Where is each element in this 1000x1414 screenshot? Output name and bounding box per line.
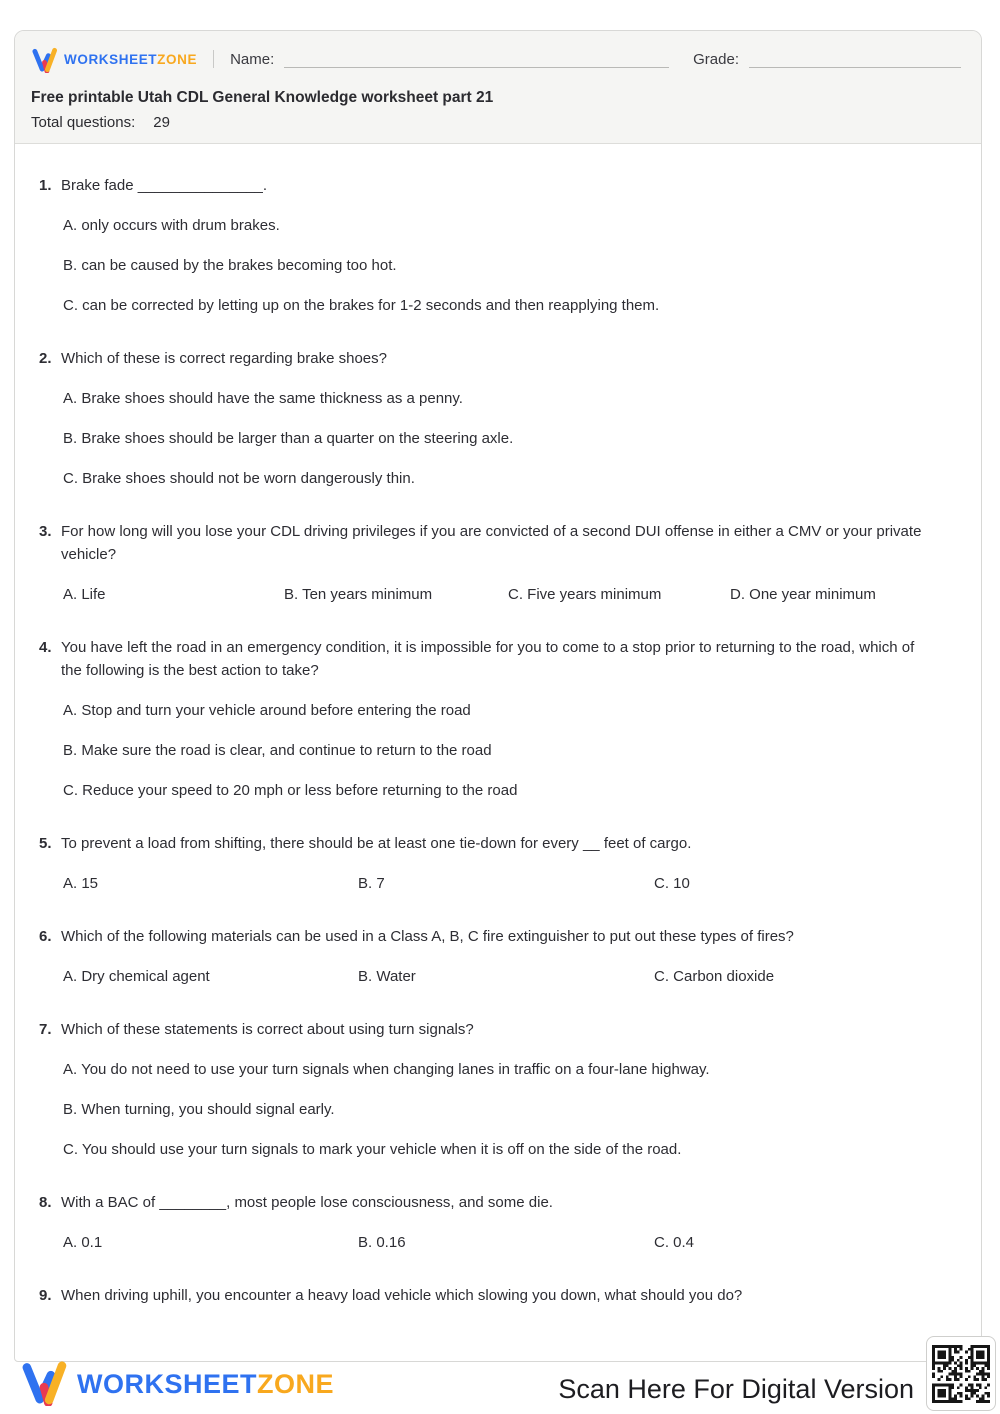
answer-option: A. only occurs with drum brakes. <box>63 217 280 234</box>
answer-option: A. 15 <box>63 875 99 892</box>
logo-worksheet-text: WORKSHEET <box>77 1369 257 1399</box>
answer-option: C. You should use your turn signals to mark your vehicle when it is off on the side of the road. <box>63 1141 682 1158</box>
scan-here-text: Scan Here For Digital Version <box>558 1374 914 1404</box>
question-text: Which of these is correct regarding brake shoes? <box>61 350 387 367</box>
answer-option: B. 0.16 <box>358 1234 406 1251</box>
answer-option: B. When turning, you should signal early. <box>63 1101 335 1118</box>
total-questions-value: 29 <box>153 114 170 131</box>
question-7 <box>39 1018 955 1161</box>
qr-code <box>932 1345 990 1403</box>
answer-option: C. can be corrected by letting up on the brakes for 1-2 seconds and then reapplying them. <box>63 297 660 314</box>
questions-list <box>15 144 981 1307</box>
logo-zone-text: ZONE <box>257 1369 335 1399</box>
footer-logo-wordmark <box>77 1369 334 1400</box>
worksheet-header <box>15 31 981 144</box>
logo-worksheet-text: WORKSHEET <box>64 51 158 67</box>
answer-option: B. Ten years minimum <box>284 586 433 603</box>
question-number: 1. <box>39 177 52 194</box>
name-input-line[interactable] <box>284 50 669 68</box>
worksheetzone-w-icon <box>20 1358 68 1411</box>
question-text: You have left the road in an emergency condition, it is impossible for you to come to a stop prior to returning to the road, which of the following is the best action to take? <box>61 639 915 679</box>
question-text: With a BAC of ________, most people lose consciousness, and some die. <box>61 1194 553 1211</box>
question-9 <box>39 1284 955 1307</box>
answer-option: B. Make sure the road is clear, and continue to return to the road <box>63 742 492 759</box>
question-number: 4. <box>39 639 52 656</box>
answer-option: D. One year minimum <box>730 586 876 603</box>
answer-option: A. Brake shoes should have the same thickness as a penny. <box>63 390 463 407</box>
answer-option: C. Five years minimum <box>508 586 662 603</box>
question-number: 5. <box>39 835 52 852</box>
answer-option: B. Water <box>358 968 416 985</box>
answer-option: A. Stop and turn your vehicle around before entering the road <box>63 702 471 719</box>
question-2 <box>39 347 955 490</box>
question-number: 9. <box>39 1287 52 1304</box>
answer-option: C. 10 <box>654 875 690 892</box>
question-text: To prevent a load from shifting, there should be at least one tie-down for every __ feet of cargo. <box>61 835 692 852</box>
question-text: Which of these statements is correct about using turn signals? <box>61 1021 474 1038</box>
question-text: For how long will you lose your CDL driving privileges if you are convicted of a second DUI offense in either a CMV or your private vehicle? <box>61 523 922 563</box>
header-row <box>31 43 961 75</box>
answer-option: A. Dry chemical agent <box>63 968 210 985</box>
worksheetzone-logo <box>31 46 197 73</box>
question-text: Which of the following materials can be used in a Class A, B, C fire extinguisher to put out these types of fires? <box>61 928 794 945</box>
grade-label: Grade: <box>693 50 739 68</box>
worksheetzone-w-icon <box>31 46 58 73</box>
question-text: Brake fade _______________. <box>61 177 268 194</box>
page-title: Free printable Utah CDL General Knowledge worksheet part 21 <box>31 89 494 106</box>
answer-option: B. Brake shoes should be larger than a quarter on the steering axle. <box>63 430 514 447</box>
question-number: 2. <box>39 350 52 367</box>
footer-worksheetzone-logo <box>20 1358 334 1411</box>
logo-wordmark <box>64 52 197 67</box>
total-questions-label: Total questions: <box>31 114 136 131</box>
question-4 <box>39 636 955 802</box>
answer-option: A. Life <box>63 586 106 603</box>
grade-input-line[interactable] <box>749 50 961 68</box>
question-text: When driving uphill, you encounter a heavy load vehicle which slowing you down, what should you do? <box>61 1287 743 1304</box>
question-6 <box>39 925 955 988</box>
total-questions-row <box>31 114 961 131</box>
answer-option: C. Brake shoes should not be worn dangerously thin. <box>63 470 415 487</box>
question-5 <box>39 832 955 895</box>
answer-option: A. 0.1 <box>63 1234 103 1251</box>
question-number: 6. <box>39 928 52 945</box>
answer-option: B. can be caused by the brakes becoming too hot. <box>63 257 397 274</box>
answer-option: B. 7 <box>358 875 385 892</box>
question-number: 7. <box>39 1021 52 1038</box>
logo-zone-text: ZONE <box>157 51 198 67</box>
qr-code-box <box>926 1336 996 1411</box>
answer-option: C. Reduce your speed to 20 mph or less before returning to the road <box>63 782 518 799</box>
question-number: 3. <box>39 523 52 540</box>
answer-option: C. 0.4 <box>654 1234 695 1251</box>
question-3 <box>39 520 955 606</box>
answer-option: A. You do not need to use your turn signals when changing lanes in traffic on a four-lane highway. <box>63 1061 710 1078</box>
question-1 <box>39 174 955 317</box>
worksheet-card <box>14 30 982 1362</box>
answer-option: C. Carbon dioxide <box>654 968 775 985</box>
question-8 <box>39 1191 955 1254</box>
name-label: Name: <box>230 50 275 68</box>
question-number: 8. <box>39 1194 52 1211</box>
header-divider <box>213 50 214 68</box>
